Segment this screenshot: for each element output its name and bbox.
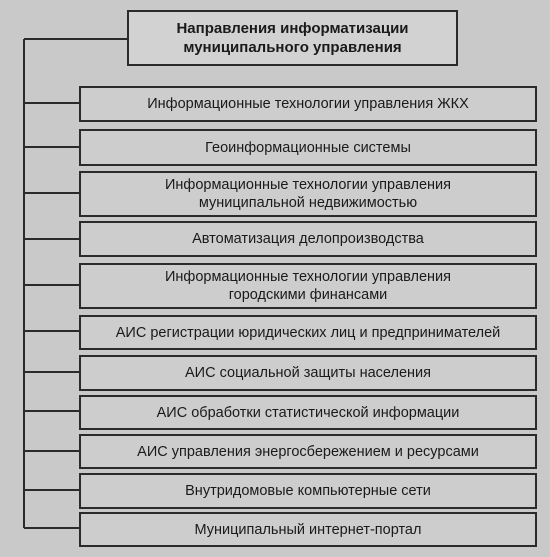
item-label: Информационные технологии управления городскими финансами [164, 269, 452, 303]
header-box [127, 10, 458, 66]
item-label: Геоинформационные системы [205, 139, 411, 156]
item-box-geoinformation [79, 129, 537, 166]
item-label: Внутридомовые компьютерные сети [185, 483, 431, 499]
item-box-statistics [79, 395, 537, 430]
item-box-home-networks [79, 473, 537, 509]
item-box-internet-portal [79, 512, 537, 547]
item-box-housing [79, 86, 537, 122]
item-label: АИС социальной защиты населения [185, 365, 431, 381]
item-label: АИС регистрации юридических лиц и предпринимателей [115, 324, 501, 341]
item-label: Информационные технологии управления муниципальной недвижимостью [164, 177, 452, 211]
item-label: Информационные технологии управления ЖКХ [147, 96, 469, 112]
header-title: Направления информатизации муниципального управления [176, 20, 409, 56]
item-label: АИС управления энергосбережением и ресурсами [137, 443, 479, 460]
item-box-real-estate [79, 171, 537, 217]
item-box-legal-entities [79, 315, 537, 350]
item-label: Автоматизация делопроизводства [192, 231, 424, 247]
item-label: Муниципальный интернет-портал [194, 521, 422, 538]
item-box-city-finance [79, 263, 537, 309]
item-box-social-protection [79, 355, 537, 391]
item-box-document-management [79, 221, 537, 257]
item-label: АИС обработки статистической информации [156, 404, 460, 421]
item-box-energy-saving [79, 434, 537, 469]
